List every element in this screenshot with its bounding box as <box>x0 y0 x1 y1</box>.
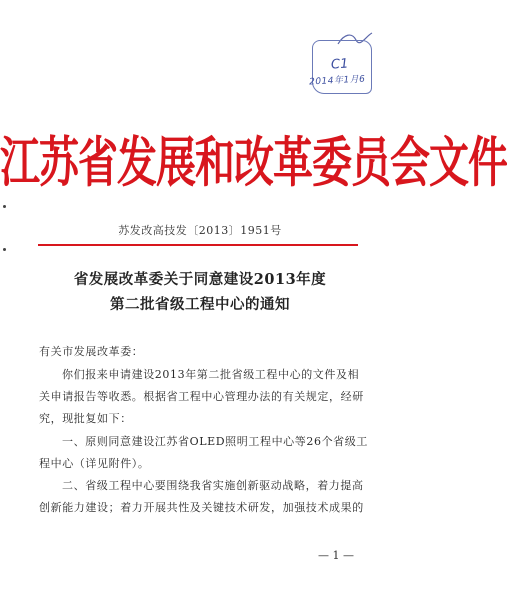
page-number: — 1 — <box>318 549 354 562</box>
body-line: 程中心（详见附件）。 <box>39 457 150 470</box>
body-line: 一、原则同意建设江苏省OLED照明工程中心等26个省级工 <box>62 435 368 448</box>
body-line: 关申请报告等收悉。根据省工程中心管理办法的有关规定，经研 <box>39 390 364 403</box>
body-line: 创新能力建设；着力开展共性及关键技术研发，加强技术成果的 <box>39 501 364 514</box>
salutation: 有关市发展改革委： <box>39 345 144 358</box>
body-line: 二、省级工程中心要围绕我省实施创新驱动战略，着力提高 <box>62 479 364 492</box>
document-header-title: 江苏省发展和改革委员会文件 <box>0 130 507 195</box>
body-line: 你们报来申请建设2013年第二批省级工程中心的文件及相 <box>62 368 360 381</box>
margin-mark <box>3 248 6 251</box>
handwritten-date: 2014年1月6 <box>308 74 366 88</box>
subject-line-2: 第二批省级工程中心的通知 <box>110 296 290 313</box>
red-divider-line <box>38 244 358 246</box>
margin-mark <box>3 205 6 208</box>
handwritten-code: C1 <box>330 56 349 73</box>
subject-line-1: 省发展改革委关于同意建设2013年度 <box>73 271 327 288</box>
body-line: 究，现批复如下： <box>39 412 132 425</box>
document-number: 苏发改高技发〔2013〕1951号 <box>118 224 282 237</box>
handwritten-note <box>308 40 372 94</box>
